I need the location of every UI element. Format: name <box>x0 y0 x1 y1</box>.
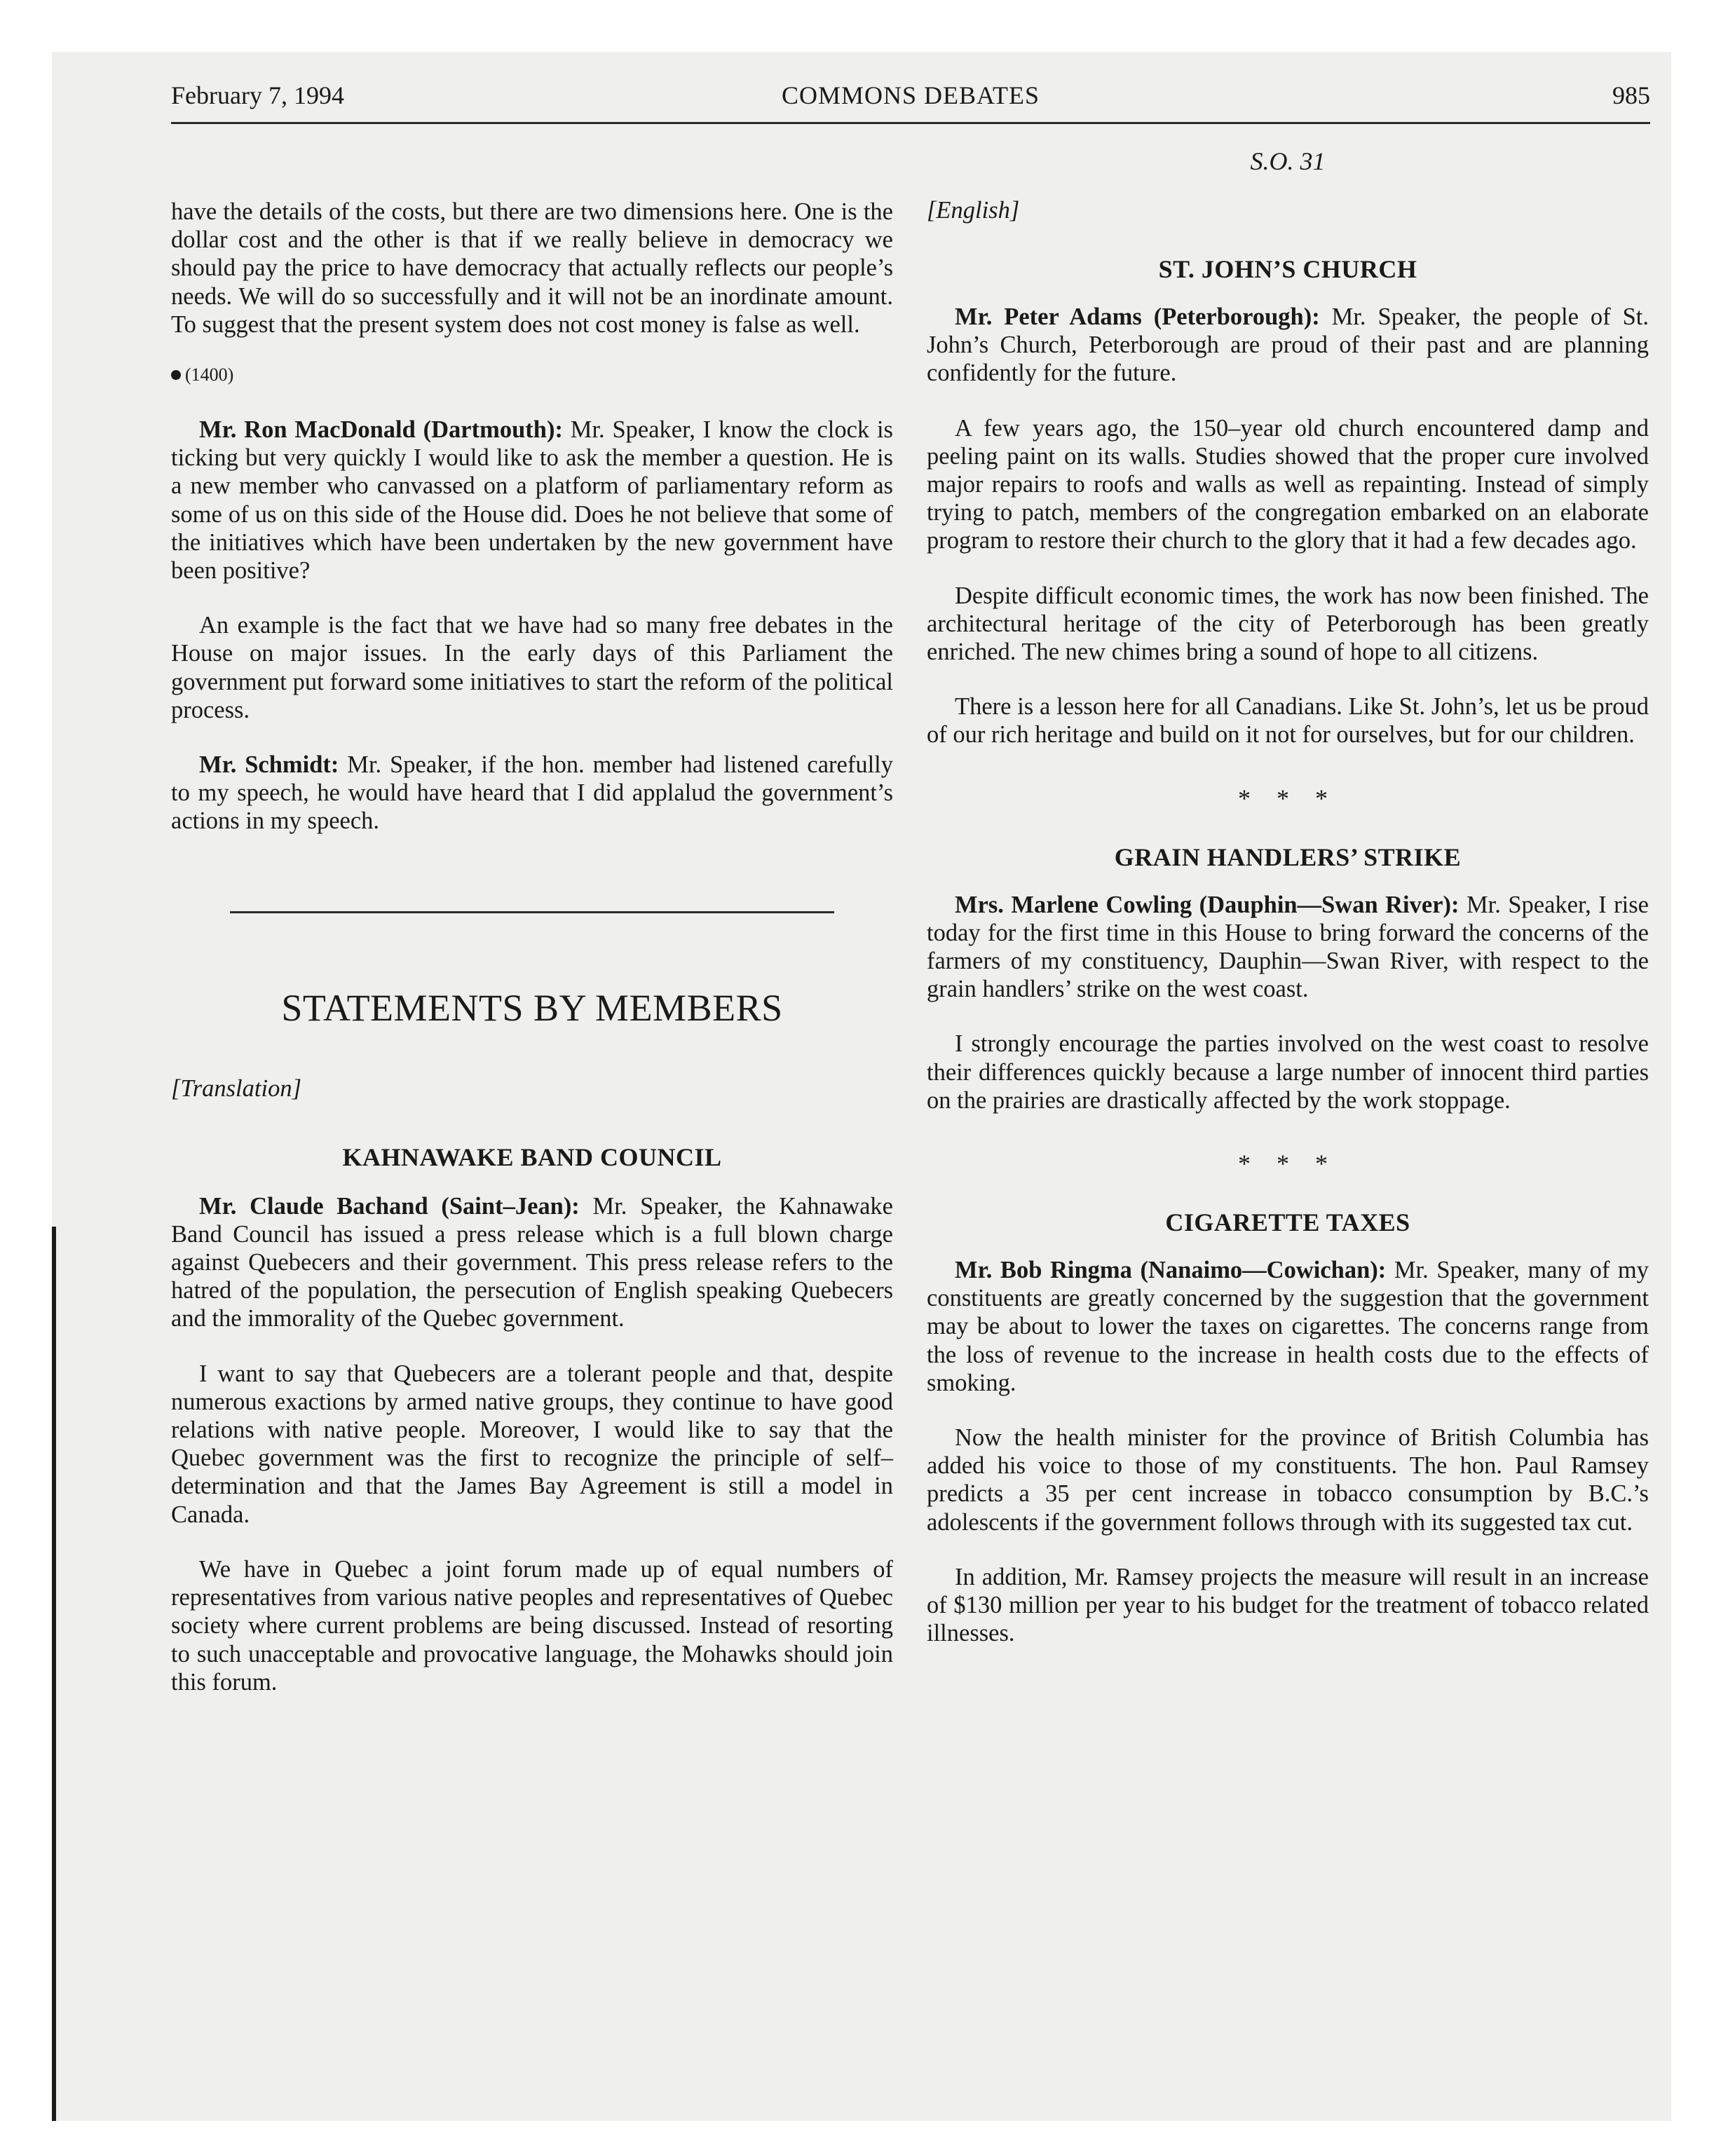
time-marker-text: (1400) <box>185 364 234 386</box>
speech-text: Mr. Speaker, the people of St. John’s Church, Peterborough are proud of their past and are planning confidently for the future. <box>927 303 1649 387</box>
header-date: February 7, 1994 <box>171 81 344 109</box>
header-title: COMMONS DEBATES <box>781 81 1040 109</box>
page-header <box>171 77 1650 124</box>
language-note: [English] <box>927 197 1020 224</box>
paragraph: Now the health minister for the province of British Columbia has added his voice to those of my constituents. The hon. Paul Ramsey predicts a 35 per cent increase in tobacco consumption by B.C.’s adolescents if the government follows through with its suggested tax cut. <box>927 1424 1649 1536</box>
statement-heading: KAHNAWAKE BAND COUNCIL <box>342 1142 722 1171</box>
paragraph: I want to say that Quebecers are a tolerant people and that, despite numerous exactions by armed native groups, they continue to have good relations with native people. Moreover, I would like to say that the Quebec government was the first to recognize the principle of self–determination and that the James Bay Agreement is still a model in Canada. <box>171 1360 893 1528</box>
paragraph: An example is the fact that we have had so many free debates in the House on major issues. In the early days of this Parliament the government put forward some initiatives to start the reform of the political process. <box>171 612 893 723</box>
paragraph: There is a lesson here for all Canadians. Like St. John’s, let us be proud of our rich heritage and build on it not for ourselves, but for our children. <box>927 693 1649 749</box>
paragraph: In addition, Mr. Ramsey projects the measure will result in an increase of $130 million per year to his budget for the treatment of tobacco related illnesses. <box>927 1563 1649 1647</box>
speaker-name: Mr. Claude Bachand (Saint–Jean): <box>199 1192 580 1220</box>
speech-text: Mr. Speaker, I rise today for the first time in this House to bring forward the concerns of the farmers of my constituency, Dauphin—Swan River, with respect to the grain handlers’ strike on the west coast. <box>927 891 1649 1003</box>
paragraph <box>927 891 1649 1004</box>
speech-text: Mr. Speaker, many of my constituents are greatly concerned by the suggestion that the government may be about to lower the taxes on cigarettes. The concerns range from the loss of revenue to the increase in health costs due to the effects of smoking. <box>927 1257 1649 1396</box>
speaker-name: Mrs. Marlene Cowling (Dauphin—Swan River): <box>955 891 1460 918</box>
statement-heading: CIGARETTE TAXES <box>1165 1208 1410 1237</box>
paragraph: have the details of the costs, but there are two dimensions here. One is the dollar cost and the other is that if we really believe in democracy we should pay the price to have democracy that actually reflects our people’s needs. We will do so successfully and it will not be an inordinate amount. To suggest that the present system does not cost money is false as well. <box>171 198 893 338</box>
speech-text: Mr. Speaker, the Kahnawake Band Council has issued a press release which is a full blown charge against Quebecers and their government. This press release refers to the hatred of the population, the persecution of English speaking Quebecers and the immorality of the Quebec government. <box>171 1192 893 1332</box>
standing-order-label: S.O. 31 <box>1250 147 1326 175</box>
paragraph: Despite difficult economic times, the work has now been finished. The architectural heritage of the city of Peterborough has been greatly enriched. The new chimes bring a sound of hope to all citizens. <box>927 582 1649 666</box>
speaker-name: Mr. Ron MacDonald (Dartmouth): <box>199 416 563 444</box>
speaker-name: Mr. Schmidt: <box>199 751 339 779</box>
speech-text: Mr. Speaker, I know the clock is ticking but very quickly I would like to ask the member a question. He is a new member who canvassed on a platform of parliamentary reform as some of us on this side of the House did. Does he not believe that some of the initiatives which have been undertaken by the new government have been positive? <box>171 416 893 585</box>
paragraph: A few years ago, the 150–year old church encountered damp and peeling paint on its walls. Studies showed that the proper cure involved major repairs to roofs and walls as well as repainting. Instead of simply trying to patch, members of the congregation embarked on an elaborate program to restore their church to the glory that it had a few decades ago. <box>927 414 1649 554</box>
section-separator: * * * <box>1238 1149 1338 1178</box>
paragraph <box>171 751 893 835</box>
page-number: 985 <box>1612 81 1650 109</box>
paragraph <box>927 303 1649 388</box>
language-note: [Translation] <box>171 1074 301 1102</box>
binding-shadow <box>52 1227 56 2121</box>
paragraph: We have in Quebec a joint forum made up of equal numbers of representatives from various native peoples and representatives of Quebec society where current problems are being discussed. Instead of resorting to such unacceptable and provocative language, the Mohawks should join this forum. <box>171 1555 893 1696</box>
paragraph <box>171 416 893 585</box>
speaker-name: Mr. Bob Ringma (Nanaimo—Cowichan): <box>955 1257 1387 1284</box>
statement-heading: GRAIN HANDLERS’ STRIKE <box>1114 842 1462 871</box>
left-column <box>171 198 893 1696</box>
section-divider <box>230 911 834 913</box>
paragraph: I strongly encourage the parties involved on the west coast to resolve their differences quickly because a large number of innocent third parties on the prairies are drastically affected by the work stoppage. <box>927 1030 1649 1114</box>
right-column <box>927 147 1649 1648</box>
paragraph <box>171 1192 893 1333</box>
section-separator: * * * <box>1238 784 1338 812</box>
section-title: STATEMENTS BY MEMBERS <box>281 986 783 1029</box>
statement-heading: ST. JOHN’S CHURCH <box>1158 255 1417 283</box>
speech-text: Mr. Speaker, if the hon. member had listened carefully to my speech, he would have heard that I did applalud the government’s actions in my speech. <box>171 751 893 835</box>
time-marker <box>171 361 893 389</box>
speaker-name: Mr. Peter Adams (Peterborough): <box>955 303 1320 330</box>
paragraph <box>927 1256 1649 1397</box>
bullet-icon <box>171 370 181 380</box>
